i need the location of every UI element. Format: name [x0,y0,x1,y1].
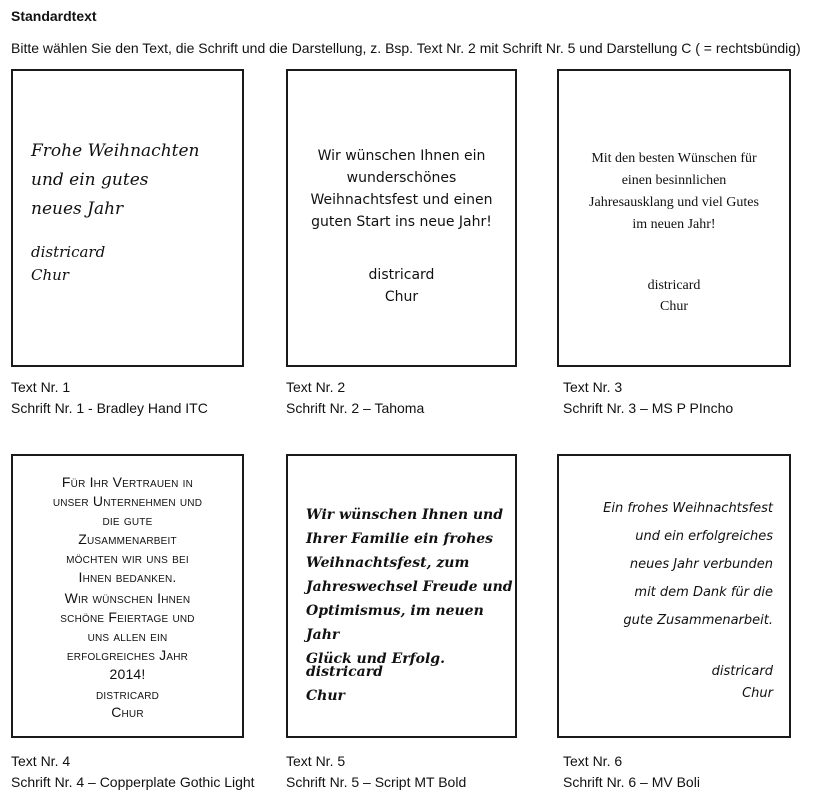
card-caption-6 [563,751,700,793]
card-signature: districard Chur [95,686,160,720]
card-signature: districard Chur [711,664,773,701]
card-message: Wir wünschen Ihnen ein wunderschönes Weihnachtsfest und einen guten Start ins neue Jahr! [310,148,493,230]
card-message: Ein frohes Weihnachtsfest und ein erfolgreiches neues Jahr verbunden mit dem Dank für die gute Zusammenarbeit. [603,501,773,628]
card-text-4[interactable] [11,454,244,738]
caption-text-number: Text Nr. 5 [286,753,346,769]
caption-font-name: Schrift Nr. 1 - Bradley Hand ITC [11,400,208,416]
card-signature: districard Chur [31,243,106,284]
caption-font-name: Schrift Nr. 6 – MV Boli [563,774,700,790]
card-signature: districard Chur [306,664,383,704]
card-signature: districard Chur [368,267,435,305]
card-message: Wir wünschen Ihnen und Ihrer Familie ein frohes Weihnachtsfest, zum Jahreswechsel Freude und Optimismus, im neuen Jahr Glück und Erfolg. [306,507,513,667]
card-message: Für Ihr Vertrauen in unser Unternehmen und die gute Zusammenarbeit möchten wir uns bei Ihnen bedanken. [52,474,203,585]
card-text-2[interactable] [286,69,517,367]
caption-text-number: Text Nr. 3 [563,379,623,395]
caption-text-number: Text Nr. 2 [286,379,346,395]
card-text-5[interactable] [286,454,517,738]
caption-text-number: Text Nr. 4 [11,753,71,769]
caption-font-name: Schrift Nr. 3 – MS P PIncho [563,400,734,416]
caption-font-name: Schrift Nr. 5 – Script MT Bold [286,774,467,790]
card-message: Frohe Weihnachten und ein gutes neues Jahr [31,141,200,219]
page-title: Standardtext [11,8,97,24]
card-caption-1 [11,377,208,419]
card-text-6[interactable] [557,454,791,738]
caption-text-number: Text Nr. 1 [11,379,71,395]
caption-font-name: Schrift Nr. 2 – Tahoma [286,400,425,416]
caption-text-number: Text Nr. 6 [563,753,623,769]
card-caption-2 [286,377,424,419]
card-caption-5 [286,751,466,793]
card-text-3[interactable] [557,69,791,367]
card-caption-3 [563,377,733,419]
card-text-1[interactable] [11,69,244,367]
card-message: Mit den besten Wünschen für einen besinnlichen Jahresausklang und viel Gutes im neuen Jahr! [589,151,759,232]
card-message-second: Wir wünschen Ihnen schöne Feiertage und uns allen ein erfolgreiches Jahr 2014! [60,590,195,682]
card-caption-4 [11,751,255,793]
caption-font-name: Schrift Nr. 4 – Copperplate Gothic Light [11,774,255,790]
instructions-text: Bitte wählen Sie den Text, die Schrift und die Darstellung, z. Bsp. Text Nr. 2 mit Schrift Nr. 5 und Darstellung C ( = rechtsbündig) [11,40,801,56]
card-signature: districard Chur [647,278,701,314]
